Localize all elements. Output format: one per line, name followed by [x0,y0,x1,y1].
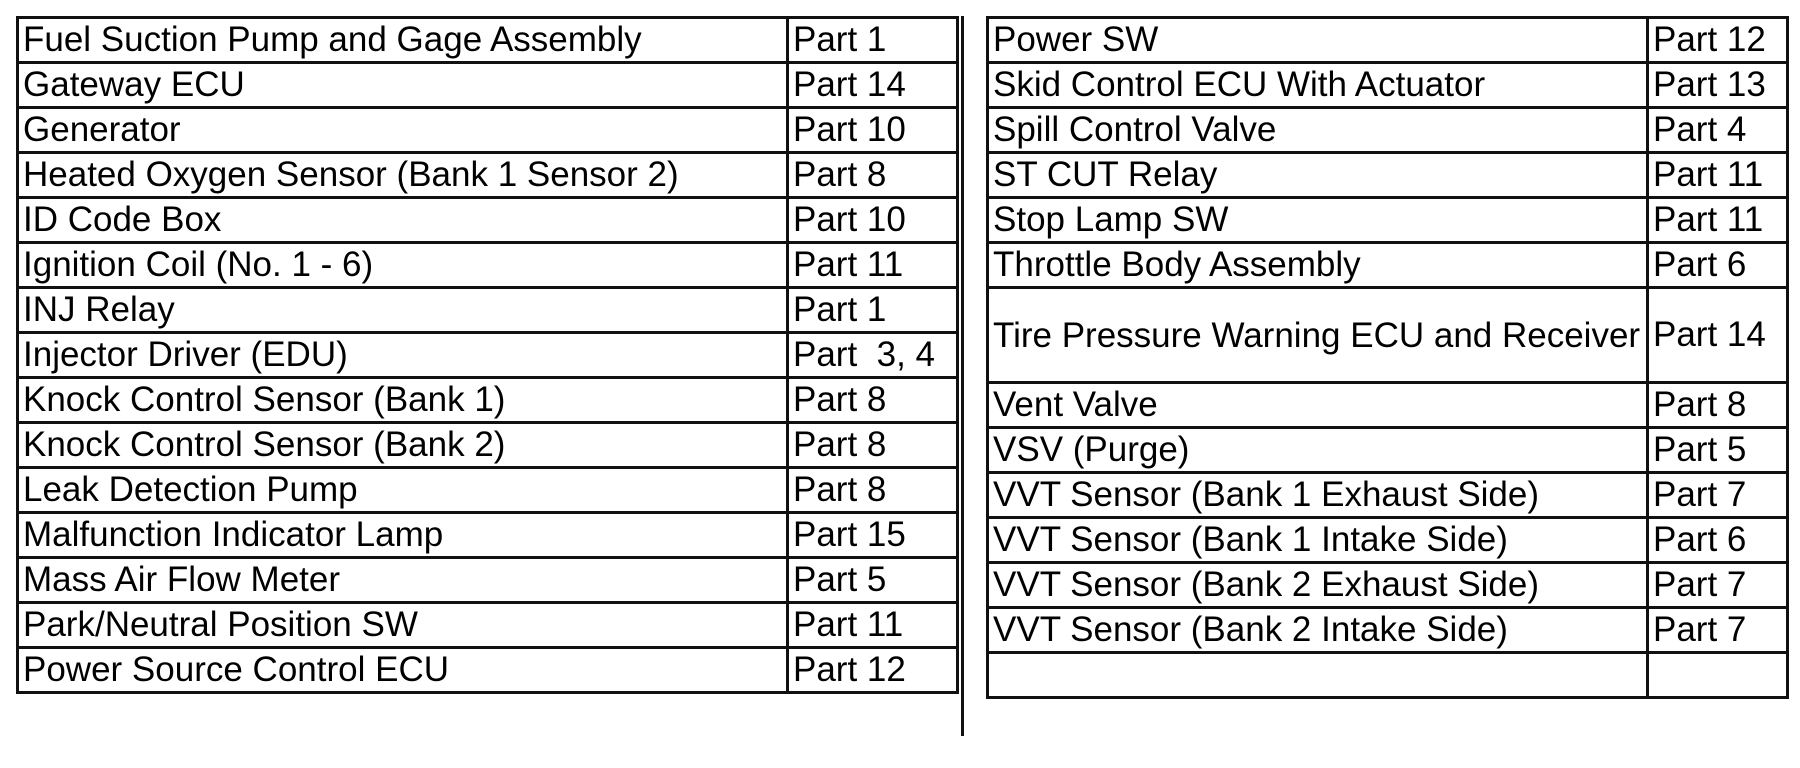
component-name: Skid Control ECU With Actuator [988,63,1648,108]
table-row [18,153,958,198]
component-name: VVT Sensor (Bank 1 Exhaust Side) [988,473,1648,518]
component-name: Gateway ECU [18,63,788,108]
component-name: Knock Control Sensor (Bank 1) [18,378,788,423]
part-location: Part 7 [1648,473,1788,518]
table-row [18,648,958,693]
table-row [988,563,1788,608]
component-name: VVT Sensor (Bank 1 Intake Side) [988,518,1648,563]
table-row [18,108,958,153]
part-location: Part 12 [788,648,958,693]
part-location: Part 6 [1648,243,1788,288]
part-location: Part 7 [1648,563,1788,608]
table-row [18,468,958,513]
part-location: Part 5 [788,558,958,603]
part-location: Part 6 [1648,518,1788,563]
component-name: Malfunction Indicator Lamp [18,513,788,558]
part-location: Part 8 [788,423,958,468]
part-location: Part 14 [788,63,958,108]
part-location: Part 10 [788,108,958,153]
table-row [18,333,958,378]
table-row [18,288,958,333]
component-name: Stop Lamp SW [988,198,1648,243]
table-row [988,473,1788,518]
component-name: Tire Pressure Warning ECU and Receiver [988,288,1648,383]
part-location: Part 4 [1648,108,1788,153]
parts-table-left [16,16,959,694]
part-location: Part 3, 4 [788,333,958,378]
part-location: Part 12 [1648,18,1788,63]
table-row [988,608,1788,653]
part-location: Part 5 [1648,428,1788,473]
part-location: Part 7 [1648,608,1788,653]
table-row [18,198,958,243]
component-name: INJ Relay [18,288,788,333]
component-name: Fuel Suction Pump and Gage Assembly [18,18,788,63]
part-location [1648,653,1788,698]
part-location: Part 1 [788,288,958,333]
part-location: Part 10 [788,198,958,243]
table-row [18,513,958,558]
table-row [988,288,1788,383]
part-location: Part 14 [1648,288,1788,383]
component-name: Power Source Control ECU [18,648,788,693]
table-row [988,383,1788,428]
component-name: VVT Sensor (Bank 2 Intake Side) [988,608,1648,653]
component-name: Park/Neutral Position SW [18,603,788,648]
table-row [18,243,958,288]
table-row [988,18,1788,63]
part-location: Part 15 [788,513,958,558]
component-name: Generator [18,108,788,153]
component-name: Injector Driver (EDU) [18,333,788,378]
component-name: Leak Detection Pump [18,468,788,513]
component-name: Spill Control Valve [988,108,1648,153]
component-name: Power SW [988,18,1648,63]
table-row [18,18,958,63]
component-name: Throttle Body Assembly [988,243,1648,288]
column-divider [961,16,964,736]
table-row [18,63,958,108]
table-row [988,198,1788,243]
component-name [988,653,1648,698]
component-name: VSV (Purge) [988,428,1648,473]
component-name: Vent Valve [988,383,1648,428]
component-name: Knock Control Sensor (Bank 2) [18,423,788,468]
table-row [988,108,1788,153]
table-row [988,63,1788,108]
table-row [18,558,958,603]
part-location: Part 11 [788,603,958,648]
part-location: Part 11 [1648,198,1788,243]
table-row [988,518,1788,563]
part-location: Part 8 [788,378,958,423]
table-row [18,423,958,468]
table-row [18,378,958,423]
part-location: Part 11 [788,243,958,288]
part-location: Part 8 [1648,383,1788,428]
component-name: VVT Sensor (Bank 2 Exhaust Side) [988,563,1648,608]
component-name: ST CUT Relay [988,153,1648,198]
table-row [988,428,1788,473]
parts-table-right [986,16,1789,699]
component-name: Mass Air Flow Meter [18,558,788,603]
part-location: Part 1 [788,18,958,63]
table-row [988,653,1788,698]
component-name: Ignition Coil (No. 1 - 6) [18,243,788,288]
part-location: Part 8 [788,468,958,513]
component-name: Heated Oxygen Sensor (Bank 1 Sensor 2) [18,153,788,198]
part-location: Part 11 [1648,153,1788,198]
part-location: Part 8 [788,153,958,198]
component-name: ID Code Box [18,198,788,243]
table-row [988,243,1788,288]
part-location: Part 13 [1648,63,1788,108]
table-row [988,153,1788,198]
table-row [18,603,958,648]
